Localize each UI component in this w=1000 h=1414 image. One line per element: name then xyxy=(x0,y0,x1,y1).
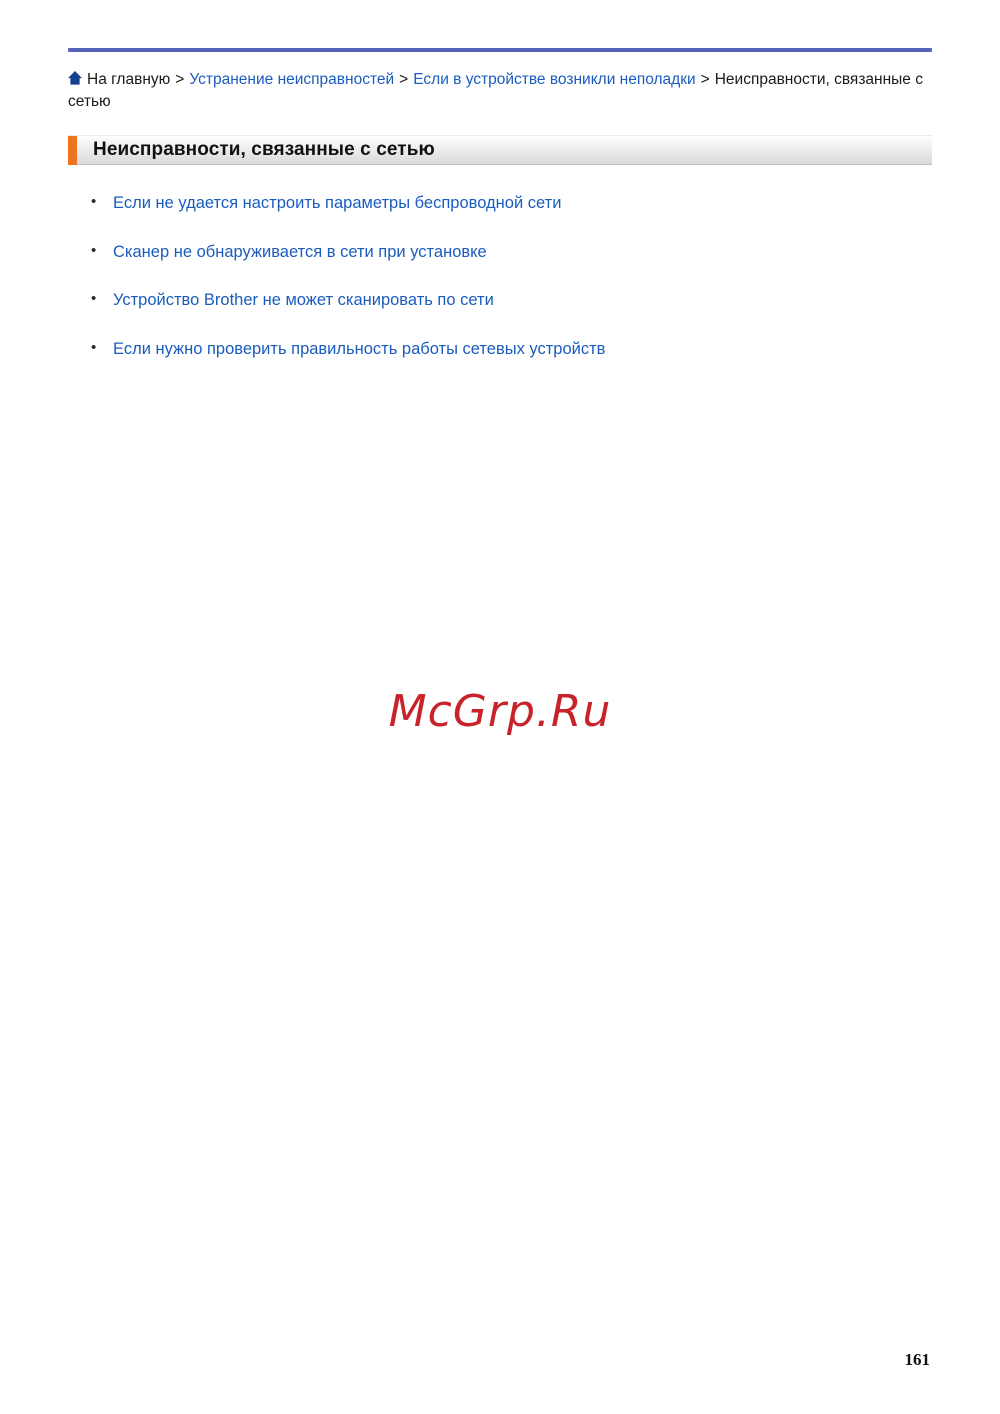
breadcrumb-home-label: На главную xyxy=(87,71,171,88)
topic-link-cannot-scan-network[interactable]: Устройство Brother не может сканировать по сети xyxy=(113,291,494,310)
home-icon xyxy=(68,71,82,85)
breadcrumb-current-page: Неисправности, связанные с сетью xyxy=(68,71,923,111)
breadcrumb-link-device-problems[interactable]: Если в устройстве возникли неполадки xyxy=(413,71,696,88)
list-item xyxy=(113,193,932,214)
heading-accent-bar xyxy=(68,136,77,165)
watermark-text: McGrp.Ru xyxy=(388,686,612,737)
breadcrumb-separator: > xyxy=(399,71,409,88)
topic-link-wireless-setup[interactable]: Если не удается настроить параметры беспроводной сети xyxy=(113,193,562,212)
content-area xyxy=(68,48,932,359)
page-title: Неисправности, связанные с сетью xyxy=(93,138,435,160)
breadcrumb-home-link[interactable] xyxy=(68,71,170,88)
section-heading-band xyxy=(68,135,932,165)
topic-link-list xyxy=(68,193,932,360)
list-item xyxy=(113,242,932,263)
top-divider xyxy=(68,48,932,52)
page-number: 161 xyxy=(904,1350,930,1369)
breadcrumb xyxy=(68,69,932,114)
topic-link-check-network-devices[interactable]: Если нужно проверить правильность работы сетевых устройств xyxy=(113,339,606,358)
breadcrumb-separator: > xyxy=(175,71,185,88)
list-item xyxy=(113,290,932,311)
topic-link-scanner-not-found[interactable]: Сканер не обнаруживается в сети при установке xyxy=(113,242,487,261)
list-item xyxy=(113,339,932,360)
breadcrumb-separator: > xyxy=(700,71,710,88)
breadcrumb-link-troubleshooting[interactable]: Устранение неисправностей xyxy=(189,71,395,88)
